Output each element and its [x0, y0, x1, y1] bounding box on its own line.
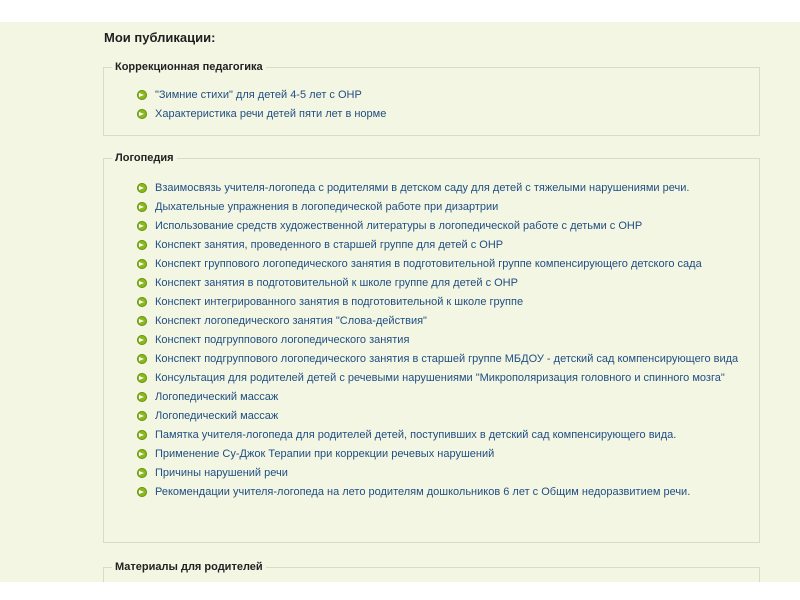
publication-link[interactable]: Конспект занятия, проведенного в старшей группе для детей с ОНР	[155, 239, 504, 251]
publication-link[interactable]: Конспект подгруппового логопедического занятия	[155, 334, 410, 346]
arrow-bullet-icon	[137, 183, 147, 193]
arrow-bullet-icon	[137, 297, 147, 307]
publication-link[interactable]: Взаимосвязь учителя-логопеда с родителями в детском саду для детей с тяжелыми нарушениями речи.	[155, 182, 690, 194]
publication-list-item	[137, 179, 749, 197]
publication-list-item	[137, 86, 749, 104]
publication-list-item	[137, 350, 749, 368]
section-correctional-pedagogy	[103, 61, 760, 136]
arrow-bullet-icon	[137, 109, 147, 119]
section-title: Логопедия	[112, 151, 177, 165]
publication-list-item	[137, 407, 749, 425]
publication-list-item	[137, 483, 749, 501]
publication-list	[137, 86, 749, 124]
publication-list-item	[137, 105, 749, 123]
publication-list-item	[137, 293, 749, 311]
section-speech-therapy	[103, 152, 760, 543]
publication-list-item	[137, 445, 749, 463]
arrow-bullet-icon	[137, 221, 147, 231]
publication-link[interactable]: Применение Су-Джок Терапии при коррекции речевых нарушений	[155, 448, 495, 460]
arrow-bullet-icon	[137, 240, 147, 250]
publication-list-item	[137, 312, 749, 330]
arrow-bullet-icon	[137, 316, 147, 326]
publication-link[interactable]: Причины нарушений речи	[155, 467, 288, 479]
publication-link[interactable]: Логопедический массаж	[155, 391, 279, 403]
arrow-bullet-icon	[137, 373, 147, 383]
publication-list-item	[137, 274, 749, 292]
publication-list	[137, 179, 749, 502]
arrow-bullet-icon	[137, 335, 147, 345]
publication-list-item	[137, 198, 749, 216]
arrow-bullet-icon	[137, 259, 147, 269]
publication-link[interactable]: Логопедический массаж	[155, 410, 279, 422]
publication-list-item	[137, 236, 749, 254]
publication-link[interactable]: Дыхательные упражнения в логопедической работе при дизартрии	[155, 201, 499, 213]
publication-list-item	[137, 217, 749, 235]
publication-list-item	[137, 255, 749, 273]
arrow-bullet-icon	[137, 449, 147, 459]
publication-list-item	[137, 331, 749, 349]
publication-list-item	[137, 388, 749, 406]
publication-link[interactable]: Рекомендации учителя-логопеда на лето родителям дошкольников 6 лет с Общим недоразвитием речи.	[155, 486, 691, 498]
page-title: Мои публикации:	[104, 30, 216, 45]
arrow-bullet-icon	[137, 202, 147, 212]
arrow-bullet-icon	[137, 278, 147, 288]
publication-link[interactable]: Консультация для родителей детей с речевыми нарушениями "Микрополяризация головного и спинного мозга"	[155, 372, 725, 384]
publication-link[interactable]: Характеристика речи детей пяти лет в норме	[155, 108, 387, 120]
section-title: Материалы для родителей	[112, 560, 266, 574]
arrow-bullet-icon	[137, 90, 147, 100]
arrow-bullet-icon	[137, 468, 147, 478]
arrow-bullet-icon	[137, 392, 147, 402]
arrow-bullet-icon	[137, 411, 147, 421]
arrow-bullet-icon	[137, 430, 147, 440]
section-title: Коррекционная педагогика	[112, 60, 266, 74]
publication-list-item	[137, 464, 749, 482]
publication-link[interactable]: "Зимние стихи" для детей 4-5 лет с ОНР	[155, 89, 362, 101]
publication-link[interactable]: Конспект интегрированного занятия в подготовительной к школе группе	[155, 296, 524, 308]
publications-page	[0, 22, 800, 582]
publication-link[interactable]: Конспект занятия в подготовительной к школе группе для детей с ОНР	[155, 277, 518, 289]
publication-list-item	[137, 369, 749, 387]
publication-list-item	[137, 426, 749, 444]
section-parent-materials	[103, 561, 760, 582]
publication-link[interactable]: Конспект логопедического занятия "Слова-действия"	[155, 315, 427, 327]
publication-link[interactable]: Конспект подгруппового логопедического занятия в старшей группе МБДОУ - детский сад компенсирующего вида	[155, 353, 739, 365]
arrow-bullet-icon	[137, 354, 147, 364]
publication-link[interactable]: Памятка учителя-логопеда для родителей детей, поступивших в детский сад компенсирующего вида.	[155, 429, 677, 441]
publication-link[interactable]: Использование средств художественной литературы в логопедической работе с детьми с ОНР	[155, 220, 643, 232]
publication-link[interactable]: Конспект группового логопедического занятия в подготовительной группе компенсирующего детского сада	[155, 258, 702, 270]
arrow-bullet-icon	[137, 487, 147, 497]
